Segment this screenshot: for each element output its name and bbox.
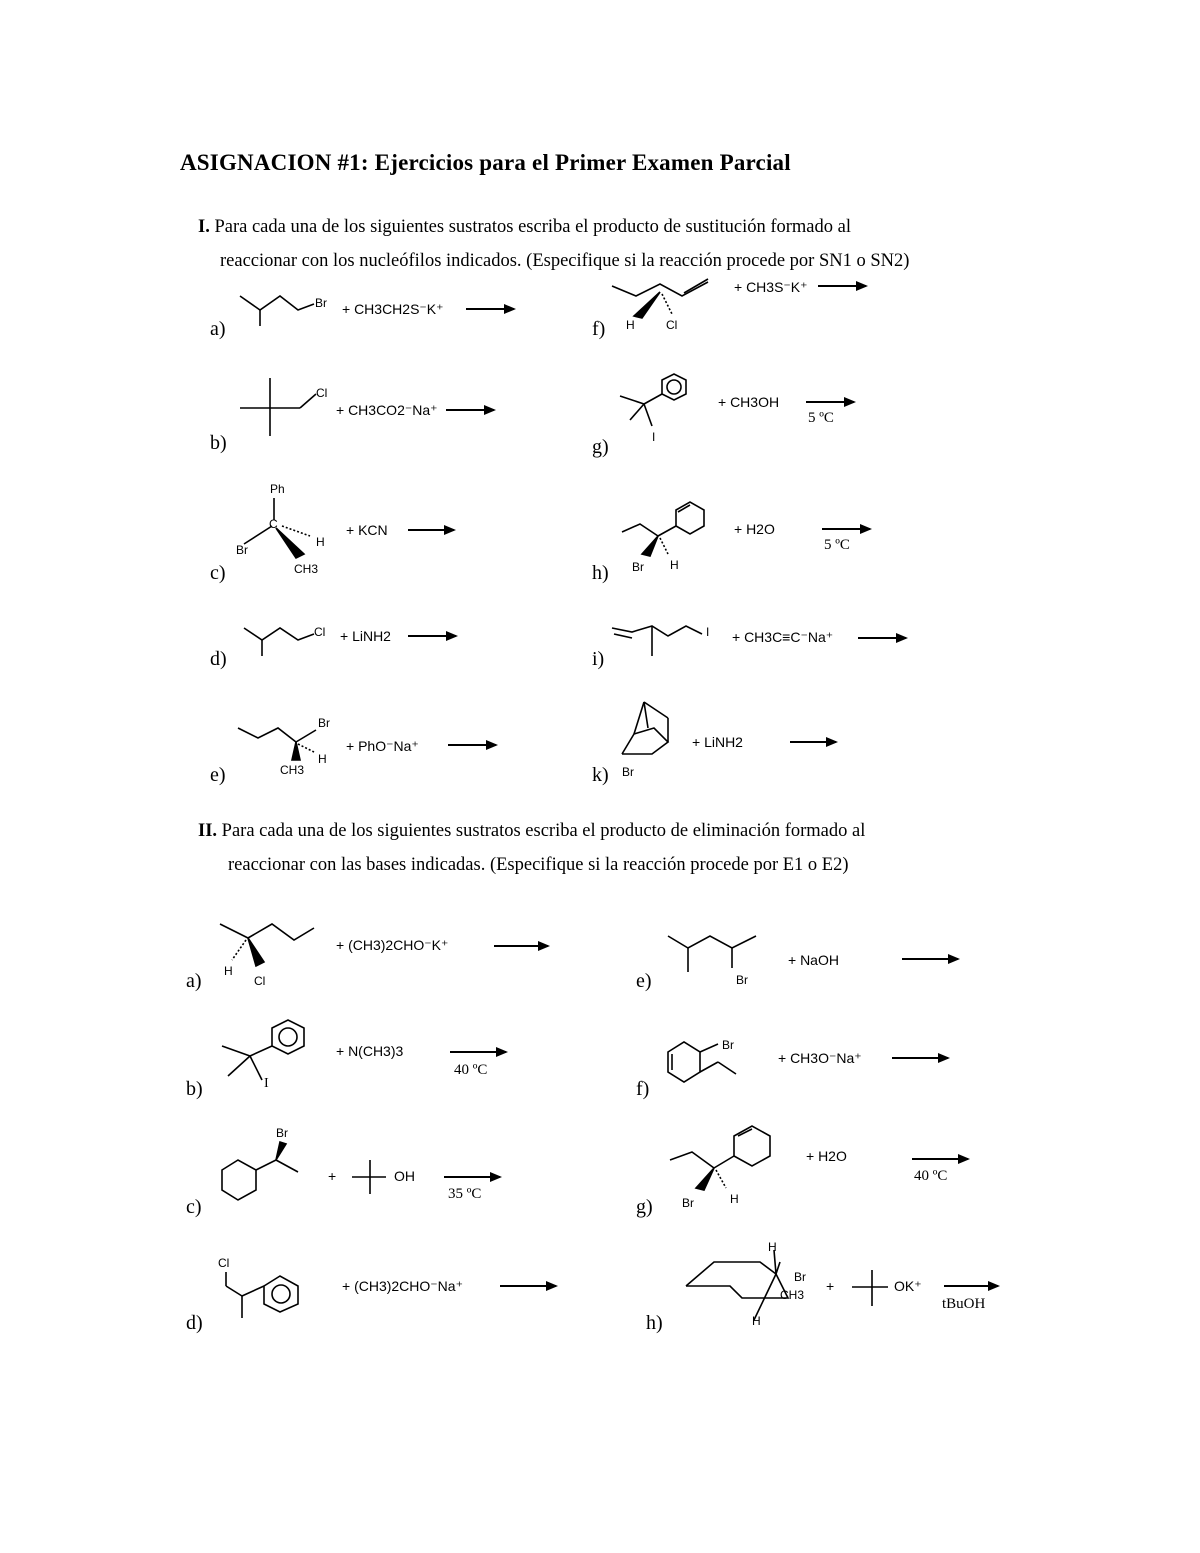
- s1-e-bromine: Br: [318, 716, 330, 730]
- s2-c-reagent: +: [328, 1168, 337, 1184]
- s1-i-arrow: [858, 637, 906, 639]
- section-2-instructions: [198, 814, 865, 882]
- s1-k-reagent: + LiNH2: [692, 734, 743, 750]
- s1-f-chlorine: Cl: [666, 318, 678, 332]
- s2-c-structure: [218, 1140, 318, 1210]
- s2-b-condition: 40 ºC: [454, 1062, 488, 1078]
- s2-f-reagent: + CH3O⁻Na⁺: [778, 1050, 862, 1066]
- s1-e-hydrogen: H: [318, 752, 327, 766]
- s1-c-reagent: + KCN: [346, 522, 388, 538]
- s2-f-arrow: [892, 1057, 948, 1059]
- section-1-number: I.: [198, 217, 210, 237]
- s2-h-hydrogen-bottom: H: [752, 1314, 761, 1328]
- s1-f-label: f): [592, 318, 606, 340]
- s1-d-label: d): [210, 648, 227, 670]
- s2-h-hydrogen-top: H: [768, 1240, 777, 1254]
- s1-c-phenyl: Ph: [270, 482, 285, 496]
- s2-e-arrow: [902, 958, 958, 960]
- s2-g-structure: [666, 1124, 776, 1194]
- s1-a-leaving-group: Br: [315, 296, 327, 310]
- s2-h-bromine: Br: [794, 1270, 806, 1284]
- s1-h-structure: [620, 500, 720, 560]
- s2-h-methyl: CH3: [780, 1288, 805, 1302]
- s1-c-arrow: [408, 529, 454, 531]
- section-1-line-1: Para cada una de los siguientes sustratos escriba el producto de sustitución formado al: [214, 217, 851, 237]
- s1-f-arrow: [818, 285, 866, 287]
- s1-g-label: g): [592, 436, 609, 458]
- s1-e-structure: [238, 716, 328, 766]
- s1-c-hydrogen: H: [316, 535, 325, 549]
- s2-h-condition: tBuOH: [942, 1296, 986, 1312]
- s1-c-label: c): [210, 562, 226, 584]
- s1-d-arrow: [408, 635, 456, 637]
- s1-g-condition: 5 ºC: [808, 410, 834, 426]
- s1-g-reagent: + CH3OH: [718, 394, 780, 410]
- s2-d-chlorine: Cl: [218, 1256, 230, 1270]
- s1-h-label: h): [592, 562, 609, 584]
- section-2-number: II.: [198, 821, 218, 841]
- s1-f-reagent: + CH3S⁻K⁺: [734, 279, 808, 295]
- section-2-line-2: reaccionar con las bases indicadas. (Especifique si la reacción procede por E1 o E2): [228, 855, 849, 875]
- s1-g-structure: [612, 370, 702, 440]
- s1-e-arrow: [448, 744, 496, 746]
- s2-c-condition: 35 ºC: [448, 1186, 482, 1202]
- section-1-instructions: [198, 210, 909, 278]
- s2-c-bromine: Br: [276, 1126, 288, 1140]
- s1-k-bromine: Br: [622, 765, 634, 779]
- s2-c-label: c): [186, 1196, 202, 1218]
- s2-g-arrow: [912, 1158, 968, 1160]
- s2-e-structure: [666, 930, 776, 980]
- s2-g-condition: 40 ºC: [914, 1168, 948, 1184]
- s1-b-label: b): [210, 432, 227, 454]
- section-2-line-1: Para cada una de los siguientes sustratos escriba el producto de eliminación formado al: [221, 821, 866, 841]
- s1-h-arrow: [822, 528, 870, 530]
- s2-h-oxide: OK⁺: [894, 1278, 922, 1294]
- s1-e-label: e): [210, 764, 226, 786]
- s1-e-reagent: + PhO⁻Na⁺: [346, 738, 419, 754]
- s1-i-reagent: + CH3C≡C⁻Na⁺: [732, 629, 834, 645]
- s2-b-iodine: I: [264, 1076, 269, 1091]
- s1-b-structure: [240, 378, 320, 438]
- s2-d-structure: [218, 1270, 318, 1330]
- s1-k-arrow: [790, 741, 836, 743]
- s2-f-label: f): [636, 1078, 650, 1100]
- s1-i-iodine: I: [706, 625, 710, 639]
- s2-c-hydroxyl: OH: [394, 1168, 415, 1184]
- page-title: ASIGNACION #1: Ejercicios para el Primer Examen Parcial: [180, 150, 791, 175]
- s2-g-bromine: Br: [682, 1196, 694, 1210]
- s2-g-label: g): [636, 1196, 653, 1218]
- s1-c-methyl: CH3: [294, 562, 319, 576]
- s2-e-label: e): [636, 970, 652, 992]
- s2-a-hydrogen: H: [224, 964, 233, 978]
- s1-c-carbon: C: [269, 517, 278, 531]
- s2-a-structure: [218, 918, 328, 978]
- s2-c-tert-butyl: [352, 1160, 392, 1196]
- s1-h-reagent: + H2O: [734, 521, 775, 537]
- s1-a-label: a): [210, 318, 226, 340]
- s1-c-bromine: Br: [236, 543, 248, 557]
- s1-a-arrow: [466, 308, 514, 310]
- s1-f-hydrogen: H: [626, 318, 635, 332]
- s1-k-structure: [618, 698, 678, 758]
- s1-d-structure: [244, 624, 320, 660]
- s2-b-arrow: [450, 1051, 506, 1053]
- s2-h-label: h): [646, 1312, 663, 1334]
- s1-h-hydrogen: H: [670, 558, 679, 572]
- s2-b-label: b): [186, 1078, 203, 1100]
- s1-g-arrow: [806, 401, 854, 403]
- section-1-line-2: reaccionar con los nucleófilos indicados. (Especifique si la reacción procede por SN1 o SN2): [220, 251, 910, 271]
- s2-d-arrow: [500, 1285, 556, 1287]
- s2-h-reagent: +: [826, 1278, 835, 1294]
- s1-g-iodine: I: [652, 430, 656, 444]
- s2-d-reagent: + (CH3)2CHO⁻Na⁺: [342, 1278, 463, 1294]
- s1-d-reagent: + LiNH2: [340, 628, 391, 644]
- s1-i-label: i): [592, 648, 605, 670]
- s1-b-leaving-group: Cl: [316, 386, 328, 400]
- s2-a-chlorine: Cl: [254, 974, 266, 988]
- s1-a-reagent: + CH3CH2S⁻K⁺: [342, 301, 444, 317]
- s2-h-arrow: [944, 1285, 998, 1287]
- s2-g-reagent: + H2O: [806, 1148, 847, 1164]
- s2-e-reagent: + NaOH: [788, 952, 839, 968]
- s2-a-label: a): [186, 970, 202, 992]
- s2-e-bromine: Br: [736, 973, 748, 987]
- s2-f-bromine: Br: [722, 1038, 734, 1052]
- s1-i-structure: [612, 622, 712, 662]
- s1-b-arrow: [446, 409, 494, 411]
- s2-h-tert-butyl: [852, 1270, 892, 1310]
- s2-g-hydrogen: H: [730, 1192, 739, 1206]
- s1-b-reagent: + CH3CO2⁻Na⁺: [336, 402, 438, 418]
- s1-k-label: k): [592, 764, 609, 786]
- s2-d-label: d): [186, 1312, 203, 1334]
- s1-d-leaving-group: Cl: [314, 625, 326, 639]
- s1-h-condition: 5 ºC: [824, 537, 850, 553]
- s1-e-methyl: CH3: [280, 763, 305, 777]
- s1-h-bromine: Br: [632, 560, 644, 574]
- s1-a-structure: [240, 290, 320, 330]
- s2-a-reagent: + (CH3)2CHO⁻K⁺: [336, 937, 449, 953]
- s2-b-reagent: + N(CH3)3: [336, 1043, 404, 1059]
- s2-a-arrow: [494, 945, 548, 947]
- s2-c-arrow: [444, 1176, 500, 1178]
